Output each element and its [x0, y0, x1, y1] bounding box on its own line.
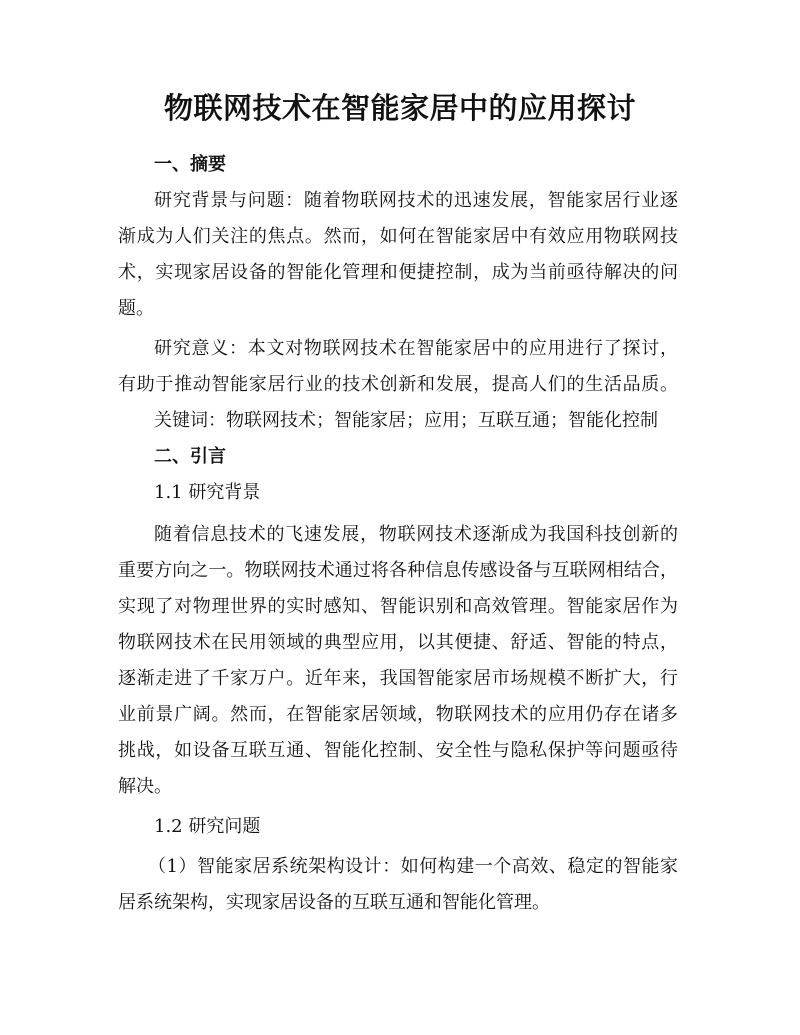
- text-line: 随着信息技术的飞速发展，物联网技术逐渐成为我国科技创新的: [154, 524, 678, 545]
- section-heading-1-2: 1.2 研究问题: [154, 816, 261, 837]
- section-heading-1-1: 1.1 研究背景: [154, 482, 261, 503]
- background-paragraph: [118, 517, 678, 805]
- text-line: 实现了对物理世界的实时感知、智能识别和高效管理。智能家居作为: [118, 596, 678, 617]
- text-line: 有助于推动智能家居行业的技术创新和发展，提高人们的生活品质。: [118, 374, 678, 395]
- text-line: 居系统架构，实现家居设备的互联互通和智能化管理。: [118, 892, 550, 913]
- keywords-line: 关键词：物联网技术；智能家居；应用；互联互通；智能化控制: [154, 410, 658, 431]
- question-paragraph: [118, 849, 678, 921]
- text-line: 研究背景与问题：随着物联网技术的迅速发展，智能家居行业逐: [154, 190, 678, 211]
- text-line: 挑战，如设备互联互通、智能化控制、安全性与隐私保护等问题亟待: [118, 740, 678, 761]
- text-line: 解决。: [118, 776, 172, 797]
- text-line: 物联网技术在民用领域的典型应用，以其便捷、舒适、智能的特点，: [118, 632, 678, 653]
- text-line: （1）智能家居系统架构设计：如何构建一个高效、稳定的智能家: [148, 856, 678, 877]
- abstract-heading: 一、摘要: [154, 154, 226, 175]
- text-line: 题。: [118, 298, 154, 319]
- document-title: 物联网技术在智能家居中的应用探讨: [163, 91, 636, 125]
- text-line: 渐成为人们关注的焦点。然而，如何在智能家居中有效应用物联网技: [118, 226, 678, 247]
- text-line: 研究意义：本文对物联网技术在智能家居中的应用进行了探讨，: [154, 338, 678, 359]
- abstract-paragraph-1: [118, 183, 678, 327]
- text-line: 逐渐走进了千家万户。近年来，我国智能家居市场规模不断扩大，行: [118, 668, 678, 689]
- intro-heading: 二、引言: [154, 446, 226, 467]
- document-body: [118, 147, 678, 921]
- text-line: 术，实现家居设备的智能化管理和便捷控制，成为当前亟待解决的问: [118, 262, 678, 283]
- text-line: 重要方向之一。物联网技术通过将各种信息传感设备与互联网相结合，: [118, 560, 678, 581]
- text-line: 业前景广阔。然而，在智能家居领域，物联网技术的应用仍存在诸多: [118, 704, 678, 725]
- abstract-paragraph-2: [118, 331, 678, 403]
